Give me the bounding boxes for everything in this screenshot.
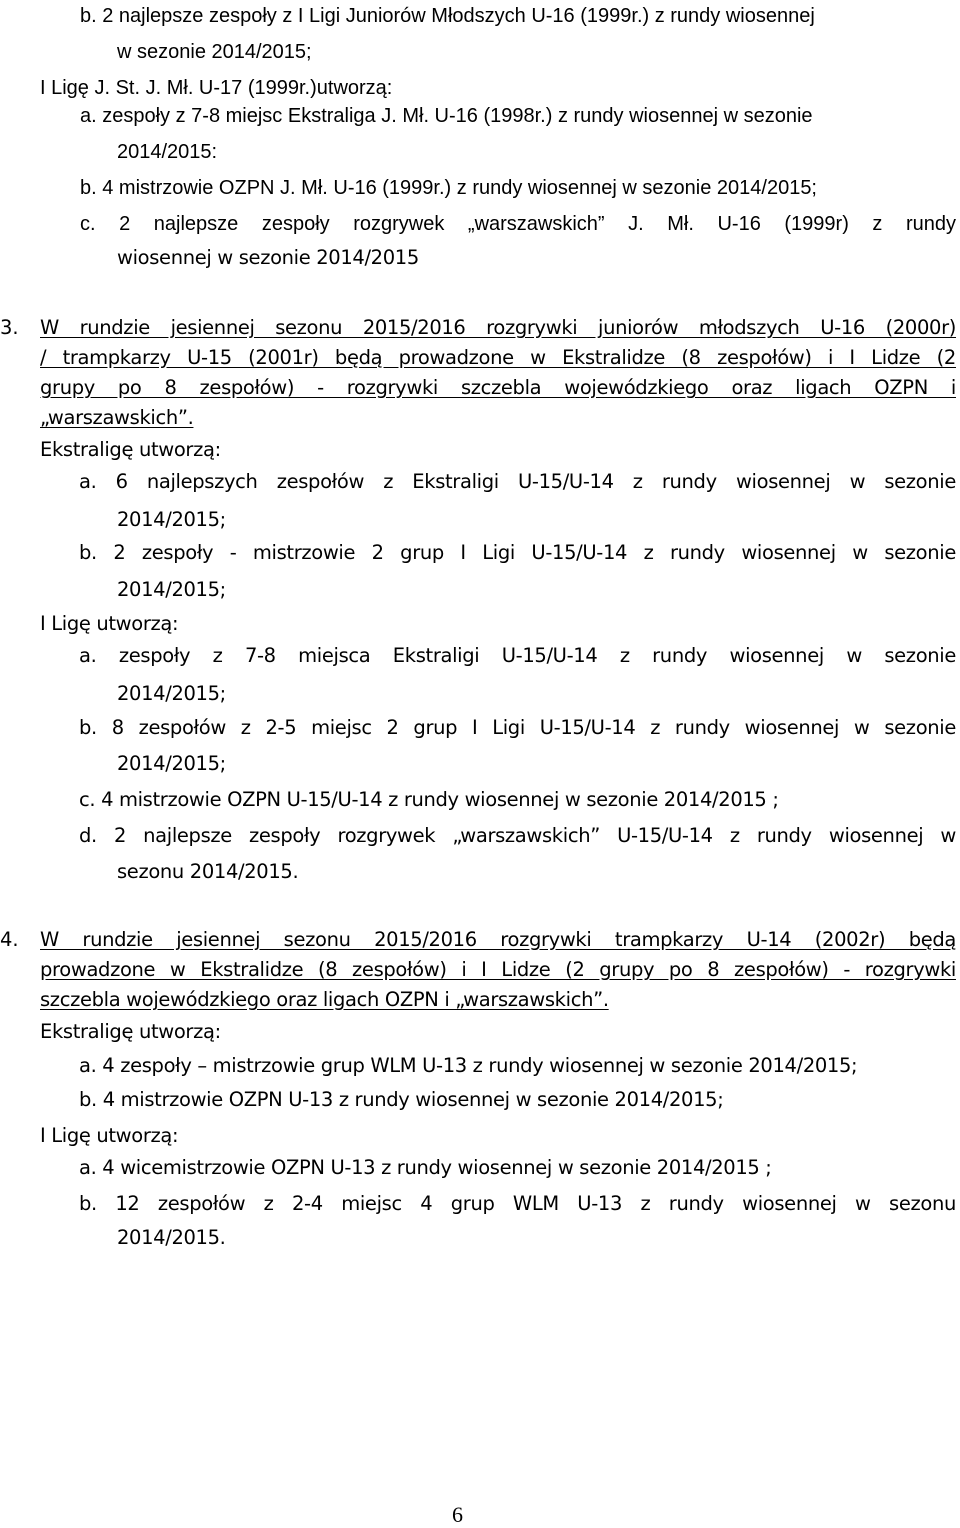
section-4-liga-item-a: a. 4 wicemistrzowie OZPN U-13 z rundy wiosennej w sezonie 2014/2015 ; <box>79 1156 772 1179</box>
top-line-1: b. 2 najlepsze zespoły z I Ligi Juniorów Młodszych U-16 (1999r.) z rundy wiosennej <box>80 5 815 27</box>
section-3-liga-item-c: c. 4 mistrzowie OZPN U-15/U-14 z rundy wiosennej w sezonie 2014/2015 ; <box>79 788 779 811</box>
page-number: 6 <box>452 1502 463 1527</box>
section-4-liga-item-b-cont: 2014/2015. <box>117 1226 226 1249</box>
section-3-ekstra-item-a: a. 6 najlepszych zespołów z Ekstraligi U-15/U-14 z rundy wiosennej w sezonie <box>79 470 956 493</box>
section-3-liga-item-d: d. 2 najlepsze zespoły rozgrywek „warszawskich” U-15/U-14 z rundy wiosennej w <box>79 824 956 847</box>
section-4-line-1: W rundzie jesiennej sezonu 2015/2016 rozgrywki trampkarzy U-14 (2002r) będą <box>40 928 956 951</box>
section-4-line-3: szczebla wojewódzkiego oraz ligach OZPN i „warszawskich”. <box>40 988 609 1011</box>
top-line-5: 2014/2015: <box>117 141 218 163</box>
section-3-liga-item-a-cont: 2014/2015; <box>117 682 226 705</box>
section-3-ekstraliga-heading: Ekstraligę utworzą: <box>40 438 221 461</box>
top-line-6: b. 4 mistrzowie OZPN J. Mł. U-16 (1999r.) z rundy wiosennej w sezonie 2014/2015; <box>80 177 817 199</box>
section-4-line-2: prowadzone w Ekstralidze (8 zespołów) i I Lidze (2 grupy po 8 zespołów) - rozgrywki <box>40 958 956 981</box>
section-4-liga-heading: I Ligę utworzą: <box>40 1124 179 1147</box>
top-line-2: w sezonie 2014/2015; <box>117 41 312 63</box>
top-line-3: I Ligę J. St. J. Mł. U-17 (1999r.)utworzą: <box>40 77 393 99</box>
section-3-liga-heading: I Ligę utworzą: <box>40 612 179 635</box>
section-3-liga-item-b-cont: 2014/2015; <box>117 752 226 775</box>
section-4-ekstra-item-a: a. 4 zespoły – mistrzowie grup WLM U-13 z rundy wiosennej w sezonie 2014/2015; <box>79 1054 858 1077</box>
section-4-ekstraliga-heading: Ekstraligę utworzą: <box>40 1020 221 1043</box>
section-3-liga-item-b: b. 8 zespołów z 2-5 miejsc 2 grup I Ligi U-15/U-14 z rundy wiosennej w sezonie <box>79 716 956 739</box>
section-3-number: 3. <box>0 316 19 339</box>
section-3-ekstra-item-b: b. 2 zespoły - mistrzowie 2 grup I Ligi U-15/U-14 z rundy wiosennej w sezonie <box>79 541 956 564</box>
section-3-ekstra-item-a-cont: 2014/2015; <box>117 508 226 531</box>
section-4-liga-item-b: b. 12 zespołów z 2-4 miejsc 4 grup WLM U-13 z rundy wiosennej w sezonu <box>79 1192 956 1215</box>
top-line-4: a. zespoły z 7-8 miejsc Ekstraliga J. Mł. U-16 (1998r.) z rundy wiosennej w sezonie <box>80 105 813 127</box>
section-3-line-2: / trampkarzy U-15 (2001r) będą prowadzone w Ekstralidze (8 zespołów) i I Lidze (2 <box>40 346 956 369</box>
section-3-liga-item-d-cont: sezonu 2014/2015. <box>117 860 299 883</box>
section-3-line-4: „warszawskich”. <box>40 406 194 429</box>
section-3-line-3: grupy po 8 zespołów) - rozgrywki szczebla wojewódzkiego oraz ligach OZPN i <box>40 376 956 399</box>
top-line-8: wiosennej w sezonie 2014/2015 <box>117 246 419 269</box>
section-4-ekstra-item-b: b. 4 mistrzowie OZPN U-13 z rundy wiosennej w sezonie 2014/2015; <box>79 1088 724 1111</box>
section-3-line-1: W rundzie jesiennej sezonu 2015/2016 rozgrywki juniorów młodszych U-16 (2000r) <box>40 316 956 339</box>
section-3-ekstra-item-b-cont: 2014/2015; <box>117 578 226 601</box>
section-4-number: 4. <box>0 928 19 951</box>
top-line-7: c. 2 najlepsze zespoły rozgrywek „warszawskich” J. Mł. U-16 (1999r) z rundy <box>80 213 956 235</box>
section-3-liga-item-a: a. zespoły z 7-8 miejsca Ekstraligi U-15/U-14 z rundy wiosennej w sezonie <box>79 644 956 667</box>
